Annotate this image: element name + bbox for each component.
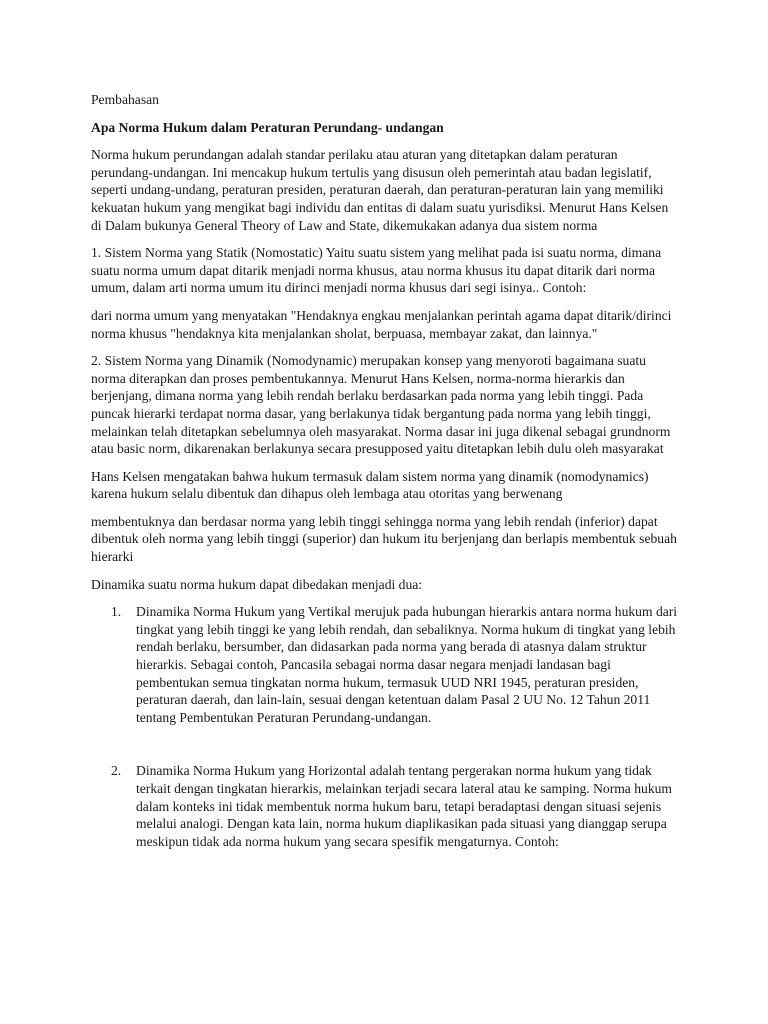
paragraph-dynamics-intro: Dinamika suatu norma hukum dapat dibedakan menjadi dua: [91,576,423,592]
list-item-number: 2. [111,763,122,779]
paragraph-intro: Norma hukum perundangan adalah standar perilaku atau aturan yang ditetapkan dalam peraturan perundang-undangan. Ini mencakup hukum tertulis yang disusun oleh pemerintah atau badan legislatif, seperti undang-undang, peraturan presiden, peraturan daerah, dan peraturan-peraturan lain yang memiliki kekuatan hukum yang mengikat bagi individu dan entitas di dalam suatu yurisdiksi. Menurut Hans Kelsen di Dalam bukunya General Theory of Law and State, dikemukakan adanya dua sistem norma [91,147,669,233]
list-item-text: Dinamika Norma Hukum yang Vertikal merujuk pada hubungan hierarkis antara norma hukum dari tingkat yang lebih tinggi ke yang lebih rendah, dan sebaliknya. Norma hukum di tingkat yang lebih rendah berlaku, bersumber, dan didasarkan pada norma yang berada di atasnya dalam struktur hierarkis. Sebagai contoh, Pancasila sebagai norma dasar negara menjadi landasan bagi pembentukan semua tingkatan norma hukum, termasuk UUD NRI 1945, peraturan presiden, peraturan daerah, dan lain-lain, sesuai dengan ketentuan dalam Pasal 2 UU No. 12 Tahun 2011 tentang Pembentukan Peraturan Perundang-undangan. [136,604,678,725]
document-title: Apa Norma Hukum dalam Peraturan Perundang- undangan [91,119,444,135]
section-label: Pembahasan [91,92,159,107]
document-page [91,91,681,850]
paragraph-hierarchy: membentuknya dan berdasar norma yang lebih tinggi sehingga norma yang lebih rendah (inferior) dapat dibentuk oleh norma yang lebih tinggi (superior) dan hukum itu berjenjang dan berlapis membentuk sebuah hierarki [91,513,677,565]
list-item [91,762,681,850]
list-item-number: 1. [111,604,122,620]
dynamics-list [91,603,681,850]
paragraph-dynamic-system: 2. Sistem Norma yang Dinamik (Nomodynamic) merupakan konsep yang menyoroti bagaimana suatu norma diterapkan dan proses pembentukannya. Menurut Hans Kelsen, norma-norma hierarkis dan berjenjang, dimana norma yang lebih rendah berlaku berdasarkan pada norma yang lebih tinggi. Pada puncak hierarki terdapat norma dasar, yang berlakunya tidak bergantung pada norma yang lebih tinggi, melainkan telah ditetapkan sebelumnya oleh masyarakat. Norma dasar ini juga dikenal sebagai grundnorm atau basic norm, dikarenakan berlakunya secara presupposed yaitu ditetapkan lebih dulu oleh masyarakat [91,353,671,457]
paragraph-static-system: 1. Sistem Norma yang Statik (Nomostatic) Yaitu suatu sistem yang melihat pada isi suatu norma, dimana suatu norma umum dapat ditarik menjadi norma khusus, atau norma khusus itu dapat ditarik dari norma umum, dalam arti norma umum itu dirinci menjadi norma khusus dari segi isinya.. Contoh: [91,245,662,296]
list-item [91,603,681,726]
paragraph-kelsen-dynamic: Hans Kelsen mengatakan bahwa hukum termasuk dalam sistem norma yang dinamik (nomodynamics) karena hukum selalu dibentuk dan dihapus oleh lembaga atau otoritas yang berwenang [91,468,649,502]
list-item-text: Dinamika Norma Hukum yang Horizontal adalah tentang pergerakan norma hukum yang tidak terkait dengan tingkatan hierarkis, melainkan terjadi secara lateral atau ke samping. Norma hukum dalam konteks ini tidak membentuk norma hukum baru, tetapi beradaptasi dengan situasi sejenis melalui analogi. Dengan kata lain, norma hukum diaplikasikan pada situasi yang dianggap serupa meskipun tidak ada norma hukum yang secara spesifik mengaturnya. Contoh: [136,763,672,849]
paragraph-static-example: dari norma umum yang menyatakan "Hendaknya engkau menjalankan perintah agama dapat ditarik/dirinci norma khusus "hendaknya kita menjalankan sholat, berpuasa, membayar zakat, dan lainnya." [91,307,672,341]
